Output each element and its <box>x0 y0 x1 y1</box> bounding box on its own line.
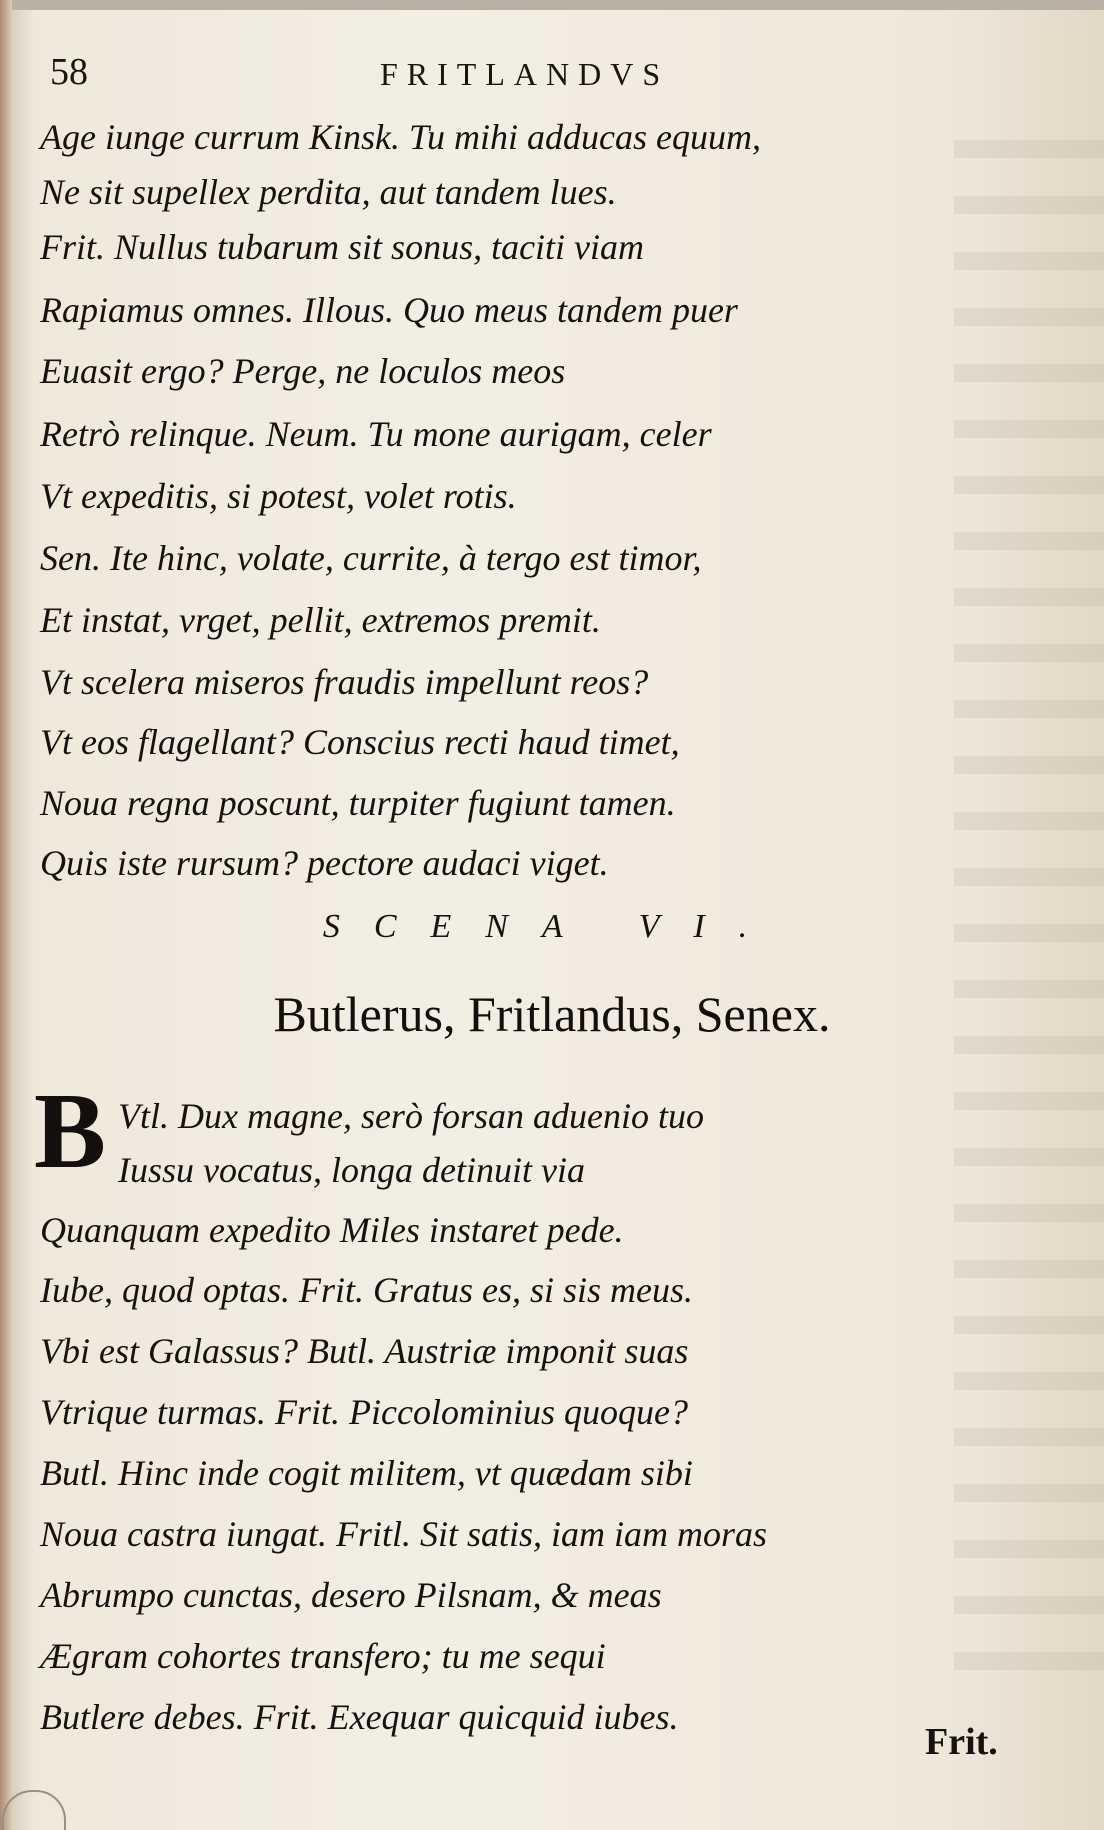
drop-cap: B <box>34 1072 107 1191</box>
verse-line: Vt scelera miseros fraudis impellunt reos? <box>40 662 649 702</box>
running-title: FRITLANDVS <box>380 56 670 92</box>
verse-line: Et instat, vrget, pellit, extremos premit. <box>40 600 601 640</box>
verse-line: Noua regna poscunt, turpiter fugiunt tamen. <box>40 783 676 823</box>
verse-line: Vt expeditis, si potest, volet rotis. <box>40 476 517 516</box>
verse-line: Sen. Ite hinc, volate, currite, à tergo est timor, <box>40 538 702 578</box>
verse-line: Quanquam expedito Miles instaret pede. <box>40 1210 624 1250</box>
verse-line: Retrò relinque. Neum. Tu mone aurigam, celer <box>40 414 712 454</box>
verse-line: Vtrique turmas. Frit. Piccolominius quoque? <box>40 1392 688 1432</box>
scene-heading: SCENA VI. <box>322 908 782 945</box>
verse-line: Quis iste rursum? pectore audaci viget. <box>40 843 609 883</box>
page-header <box>0 50 1104 110</box>
catchword: Frit. <box>925 1721 998 1763</box>
verse-line: Euasit ergo? Perge, ne loculos meos <box>40 351 566 391</box>
verse-line: Abrumpo cunctas, desero Pilsnam, & meas <box>40 1575 662 1615</box>
verse-line: Ægram cohortes transfero; tu me sequi <box>40 1636 606 1676</box>
verse-line: Ne sit supellex perdita, aut tandem lues. <box>40 172 617 212</box>
page-top-edge <box>0 0 1104 10</box>
cast-list: Butlerus, Fritlandus, Senex. <box>273 986 831 1042</box>
verse-line: Rapiamus omnes. Illous. Quo meus tandem puer <box>40 290 738 330</box>
verse-line: Vbi est Galassus? Butl. Austriæ imponit suas <box>40 1331 689 1371</box>
verse-line: Butlere debes. Frit. Exequar quicquid iubes. <box>40 1697 679 1737</box>
verse-line: Frit. Nullus tubarum sit sonus, taciti viam <box>40 227 645 267</box>
verse-line: Butl. Hinc inde cogit militem, vt quædam sibi <box>40 1453 693 1493</box>
page-number: 58 <box>50 51 88 93</box>
verse-line: Iussu vocatus, longa detinuit via <box>118 1150 585 1190</box>
verse-line: Age iunge currum Kinsk. Tu mihi adducas equum, <box>40 117 761 157</box>
verse-line: Iube, quod optas. Frit. Gratus es, si sis meus. <box>40 1270 694 1310</box>
verse-line: Vtl. Dux magne, serò forsan aduenio tuo <box>118 1096 704 1136</box>
verse-line: Noua castra iungat. Fritl. Sit satis, iam iam moras <box>40 1514 768 1554</box>
verse-line: Vt eos flagellant? Conscius recti haud timet, <box>40 722 680 762</box>
